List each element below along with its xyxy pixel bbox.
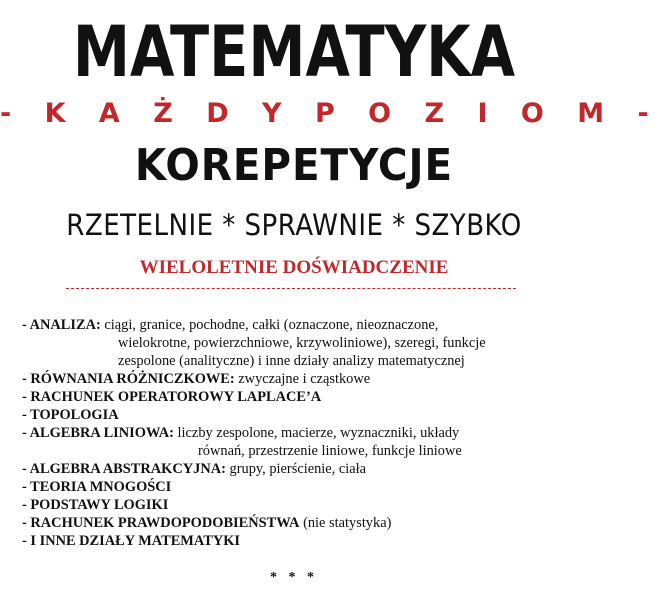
topic-item: [22, 388, 582, 406]
topic-item: [22, 406, 582, 424]
topic-item: [22, 514, 582, 532]
topic-name: - RÓWNANIA RÓŻNICZKOWE:: [22, 371, 235, 387]
topic-item: [22, 424, 582, 442]
topic-item: [22, 496, 582, 514]
topic-name: - ANALIZA:: [22, 317, 101, 333]
topic-name: - PODSTAWY LOGIKI: [22, 497, 169, 513]
topic-description: (nie statystyka): [303, 515, 392, 531]
topic-description-continued: równań, przestrzenie liniowe, funkcje liniowe: [198, 443, 462, 459]
topic-description: liczby zespolone, macierze, wyznaczniki, układy: [177, 425, 460, 441]
topic-item: [22, 532, 582, 550]
closing-stars: * * *: [270, 570, 318, 585]
topic-description: grupy, pierścienie, ciała: [229, 461, 367, 477]
topic-description: ciągi, granice, pochodne, całki (oznaczone, nieoznaczone,: [104, 317, 439, 333]
subtitle-level: - K A Ż D Y P O Z I O M -: [0, 98, 661, 129]
topic-name: - TOPOLOGIA: [22, 407, 119, 423]
topic-name: - ALGEBRA ABSTRAKCYJNA:: [22, 461, 226, 477]
topic-list: [22, 316, 582, 550]
topic-item: [22, 316, 582, 334]
topic-item: [22, 460, 582, 478]
title-heading: MATEMATYKA: [72, 11, 516, 93]
motto-line: RZETELNIE * SPRAWNIE * SZYBKO: [66, 208, 522, 242]
topic-name: - ALGEBRA LINIOWA:: [22, 425, 174, 441]
topic-description-continued: wielokrotne, powierzchniowe, krzywoliniowe), szeregi, funkcje: [118, 335, 486, 351]
topic-item: [22, 370, 582, 388]
service-heading: KOREPETYCJE: [134, 140, 454, 191]
topic-name: - TEORIA MNOGOŚCI: [22, 479, 172, 495]
divider-line: [66, 288, 516, 289]
topic-name: - RACHUNEK PRAWDOPODOBIEŃSTWA: [22, 515, 300, 531]
topic-name: - RACHUNEK OPERATOROWY LAPLACE’A: [22, 389, 322, 405]
experience-line: WIELOLETNIE DOŚWIADCZENIE: [139, 257, 449, 278]
topic-description: zwyczajne i cząstkowe: [238, 371, 371, 387]
topic-item: [22, 478, 582, 496]
topic-description-continued: zespolone (analityczne) i inne działy analizy matematycznej: [118, 353, 465, 369]
topic-name: - I INNE DZIAŁY MATEMATYKI: [22, 533, 241, 549]
